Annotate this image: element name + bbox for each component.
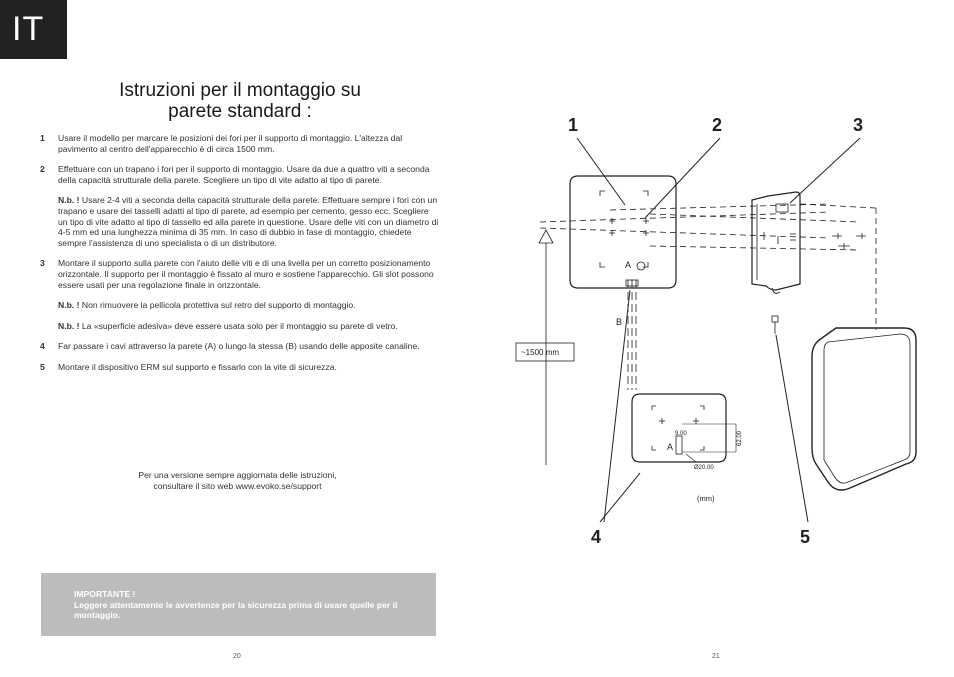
- projection-lines: [540, 204, 876, 330]
- page-number-right: 21: [712, 653, 720, 660]
- diagram-step-label-3: 3: [853, 115, 864, 135]
- page-title: Istruzioni per il montaggio su parete standard :: [119, 80, 361, 122]
- step-number: 1: [40, 133, 45, 143]
- warning-heading: IMPORTANTE !: [74, 589, 136, 599]
- step-2: [40, 164, 440, 248]
- diagram-step-label-5: 5: [800, 527, 811, 547]
- safety-warning-box: [41, 573, 436, 636]
- leader-line-5: [776, 335, 808, 522]
- diagram-step-label-4: 4: [591, 527, 602, 547]
- detail-corner-marks: [652, 406, 704, 450]
- online-support-note: Per una versione sempre aggiornata delle istruzioni, consultare il sito web www.evoko.se/support: [138, 470, 337, 491]
- security-screw: [772, 316, 778, 334]
- leader-line-2: [645, 138, 720, 218]
- note-marker: N.b. !: [58, 300, 80, 311]
- leader-line-4a: [600, 473, 640, 522]
- height-label: ~1500 mm: [521, 348, 560, 357]
- leader-line-1: [577, 138, 625, 205]
- step-text: [58, 362, 440, 373]
- dimension-diameter: Ø20.00: [694, 465, 714, 471]
- language-tab: IT: [0, 0, 67, 59]
- warning-text: Leggere attentamente le avvertenze per la sicurezza prima di usare quelle per il montaggio.: [74, 599, 398, 621]
- wall-mount-diagram: [480, 100, 940, 560]
- detail-cable-slot: [676, 436, 682, 454]
- bracket-screws: [764, 232, 866, 249]
- step-4: [40, 341, 440, 352]
- unit-label: (mm): [697, 494, 715, 503]
- note-marker: N.b. !: [58, 195, 80, 206]
- cable-route-label-a: A: [625, 260, 632, 270]
- dimension-horizontal: 9.00: [675, 431, 687, 437]
- step-note: [58, 195, 440, 248]
- dimension-vertical: 62.00: [737, 430, 743, 446]
- step-text-body: Far passare i cavi attraverso la parete (A) o lungo la stessa (B) usando delle apposite canaline.: [58, 341, 420, 352]
- step-text-body: Montare il supporto sulla parete con l'aiuto delle viti e di una livella per un corretto posizionamento orizzontale. Il supporto per il montaggio è fissato al muro e sostiene l'apparecchio. Gli slot possono essere usati per una regolazione finale in orizzontale.: [58, 258, 434, 290]
- step-text: [58, 258, 440, 290]
- step-number: 4: [40, 341, 45, 352]
- detail-hole-marks: [659, 418, 699, 424]
- step-3: [40, 258, 440, 331]
- step-number: 2: [40, 164, 45, 175]
- leader-line-3: [790, 138, 860, 203]
- note-marker: N.b. !: [58, 320, 80, 331]
- note-text: Usare 2-4 viti a seconda della capacità strutturale della parete. Effettuare sempre i fori con un trapano e usare dei tasselli adatti al tipo di parete, ad esempio per cemento, gesso ecc. Scegliere un tipo di vite adatto al tipo di tassello ed alla parete in questione. Usare delle viti con un diametro di 4-5 mm ed una lunghezza minima di 35 mm. In caso di dubbio in fase di montaggio, chiedete sempre l'assistenza di uno specialista o di un distributore.: [58, 195, 439, 248]
- step-text: [58, 341, 440, 352]
- step-note: [58, 300, 440, 311]
- step-text-body: Montare il dispositivo ERM sul supporto e fissarlo con la vite di sicurezza.: [58, 361, 337, 372]
- instruction-steps: [40, 133, 440, 383]
- template-corner-marks: [600, 191, 648, 267]
- cable-hole: [637, 262, 645, 270]
- step-1: [40, 133, 440, 154]
- detail-label-a: A: [667, 442, 674, 452]
- step-text-body: Usare il modello per marcare le posizioni dei fori per il supporto di montaggio. L'altezza dal pavimento al centro dell'apparecchio è di circa 1500 mm.: [58, 133, 403, 154]
- note-text: La «superficie adesiva» deve essere usata solo per il montaggio su parete di vetro.: [81, 320, 398, 331]
- step-number: 5: [40, 361, 45, 372]
- step-text-body: Effettuare con un trapano i fori per il supporto di montaggio. Usare da due a quattro viti a seconda della capacità strutturale della parete. Scegliere un tipo di vite adatto al tipo di parete.: [58, 164, 430, 185]
- step-text: [58, 164, 440, 185]
- step-number: 3: [40, 258, 45, 269]
- step-text: [58, 133, 440, 154]
- diagram-step-label-2: 2: [712, 115, 723, 135]
- cable-route-lines: [626, 280, 638, 390]
- step-note: [58, 321, 440, 332]
- page-number-left: 20: [233, 653, 241, 660]
- template-hole-marks: [609, 218, 649, 236]
- diagram-step-label-1: 1: [568, 115, 579, 135]
- cable-route-label-b: B: [616, 317, 623, 327]
- note-text: Non rimuovere la pellicola protettiva sul retro del supporto di montaggio.: [81, 300, 356, 311]
- step-5: [40, 362, 440, 373]
